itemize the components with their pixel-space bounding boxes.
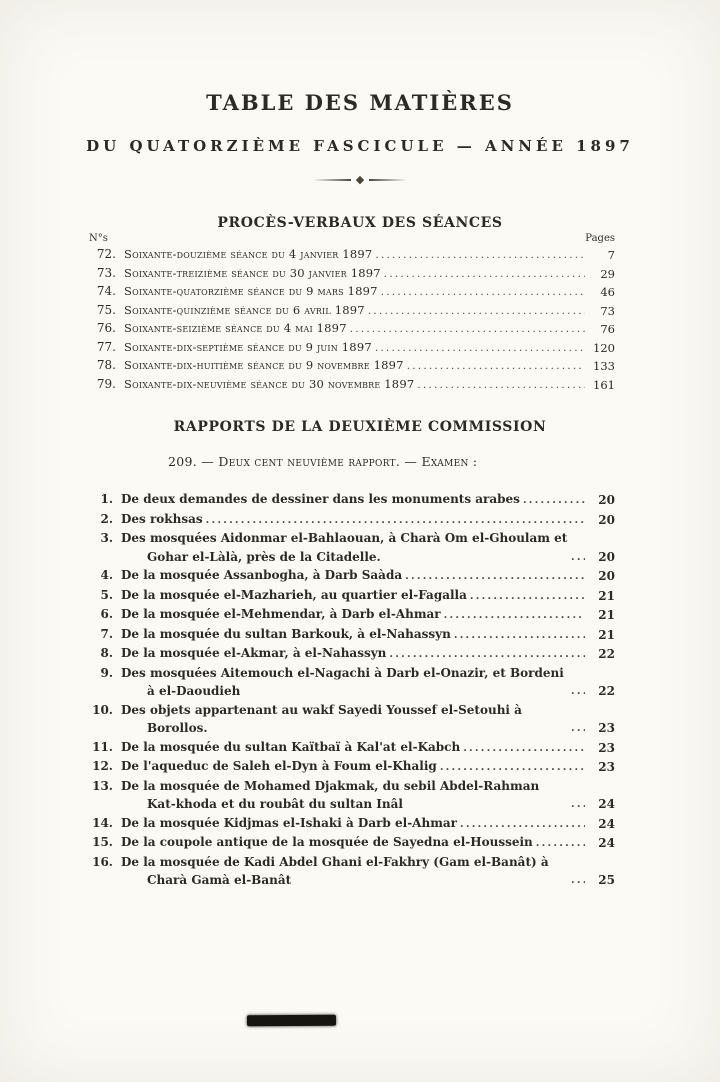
dot-leader: [206, 510, 585, 530]
ornament-divider: [0, 174, 720, 185]
dot-leader: [571, 718, 585, 738]
entry-page: 73: [600, 303, 615, 318]
entry-number: 78.: [96, 358, 116, 372]
col-header-pages: Pages: [585, 233, 615, 244]
toc-row: [89, 738, 615, 758]
entry-number: 11.: [92, 739, 113, 754]
entry-label: De la mosquée el-Mazharieh, au quartier el-Fagalla: [121, 587, 467, 602]
entry-page: 7: [607, 248, 615, 262]
entry-number: 1.: [100, 492, 113, 506]
dot-leader: [571, 870, 585, 890]
entry-number: 14.: [92, 815, 113, 830]
entry-number: 13.: [92, 778, 113, 793]
entry-number: 10.: [92, 702, 113, 717]
entry-page: 24: [598, 836, 615, 850]
entry-page: 29: [600, 266, 615, 281]
entry-page: 24: [598, 797, 615, 811]
toc-row: [89, 376, 615, 395]
dot-leader: [350, 320, 585, 339]
seance-list: [89, 246, 615, 394]
page-subtitle: DU QUATORZIÈME FASCICULE — ANNÉE 1897: [86, 137, 634, 155]
entry-label: De la mosquée el-Akmar, à el-Nahassyn: [121, 646, 387, 660]
entry-page: 20: [598, 569, 615, 583]
entry-label: De la mosquée Kidjmas el-Ishaki à Darb el-Ahmar: [121, 815, 457, 830]
dot-leader: [407, 357, 585, 376]
page-title: TABLE DES MATIÈRES: [206, 90, 514, 115]
ornament-line-right: [369, 179, 407, 181]
rapport-list: [89, 490, 615, 890]
dot-leader: [454, 625, 585, 645]
entry-label: De la mosquée du sultan Kaïtbaï à Kal'at el-Kabch: [121, 739, 461, 754]
entry-label: Soixante-douzième séance du 4 janvier 1897: [124, 247, 373, 261]
dot-leader: [463, 738, 585, 758]
toc-row: [89, 510, 615, 530]
toc-row: [89, 302, 615, 321]
toc-row: [89, 605, 615, 625]
entry-label: De la mosquée du sultan Barkouk, à el-Nahassyn: [121, 626, 451, 641]
entry-label: De deux demandes de dessiner dans les monuments arabes: [121, 492, 520, 506]
entry-page: 133: [593, 359, 615, 373]
toc-row: [89, 644, 615, 664]
content-column: [89, 233, 615, 394]
entry-label: De l'aqueduc de Saleh el-Dyn à Foum el-Khalig: [121, 759, 437, 773]
entry-number: 76.: [96, 321, 116, 335]
dot-leader: [389, 644, 585, 664]
col-header-numbers: N°s: [89, 233, 108, 244]
entry-number: 9.: [100, 665, 113, 680]
entry-page: 120: [593, 340, 615, 355]
toc-row: [89, 757, 615, 777]
toc-row: [89, 283, 615, 302]
dot-leader: [444, 605, 585, 625]
content-column-rapports: [89, 454, 615, 890]
scan-artifact-bar: [247, 1015, 336, 1027]
entry-label: Soixante-treizième séance du 30 janvier 1897: [124, 265, 381, 280]
toc-row: [89, 664, 615, 701]
toc-row: [89, 814, 615, 834]
toc-row: [89, 320, 615, 339]
toc-row: [89, 833, 615, 853]
dot-leader: [417, 376, 585, 395]
entry-label: Soixante-dix-septième séance du 9 juin 1897: [124, 339, 372, 354]
entry-number: 8.: [100, 646, 113, 660]
entry-page: 46: [600, 285, 615, 299]
toc-row: [89, 701, 615, 738]
column-headers: [89, 233, 615, 244]
dot-leader: [523, 490, 585, 510]
dot-leader: [405, 566, 585, 586]
entry-number: 6.: [100, 607, 113, 621]
toc-row: [89, 246, 615, 265]
entry-label: Soixante-dix-neuvième séance du 30 novembre 1897: [124, 376, 415, 391]
section-heading-seances: PROCÈS-VERBAUX DES SÉANCES: [217, 215, 503, 231]
entry-page: 23: [598, 740, 615, 755]
entry-page: 76: [600, 322, 615, 336]
entry-label: Soixante-quatorzième séance du 9 mars 1897: [124, 284, 378, 298]
entry-number: 72.: [96, 247, 116, 261]
dot-leader: [536, 833, 585, 853]
entry-page: 20: [598, 549, 615, 564]
entry-number: 2.: [100, 511, 113, 526]
entry-page: 20: [598, 493, 615, 507]
dot-leader: [571, 794, 585, 814]
toc-row: [89, 586, 615, 606]
entry-label: Des rokhsas: [121, 511, 203, 526]
entry-number: 75.: [96, 302, 116, 317]
dot-leader: [440, 757, 585, 777]
entry-page: 161: [593, 377, 615, 392]
entry-page: 21: [598, 588, 615, 603]
toc-row: [89, 265, 615, 284]
toc-row: [89, 566, 615, 586]
entry-number: 16.: [92, 854, 113, 869]
entry-label: Des mosquées Aitemouch el-Nagachi à Darb el-Onazir, et Bordeni à el-Daoudieh: [121, 665, 564, 698]
toc-row: [89, 853, 615, 890]
entry-number: 74.: [96, 284, 116, 298]
entry-page: 25: [598, 873, 615, 887]
dot-leader: [381, 283, 585, 302]
dot-leader: [470, 586, 585, 606]
fleuron-icon: ◆: [355, 173, 365, 186]
dot-leader: [571, 681, 585, 701]
entry-number: 12.: [92, 759, 113, 773]
dot-leader: [571, 547, 585, 567]
entry-label: Des mosquées Aidonmar el-Bahlaouan, à Charà Om el-Ghoulam et Gohar el-Làlà, près de la Citadelle.: [121, 531, 568, 564]
entry-label: De la coupole antique de la mosquée de Sayedna el-Houssein: [121, 835, 533, 849]
entry-page: 23: [598, 760, 615, 774]
dot-leader: [460, 814, 585, 834]
entry-number: 4.: [100, 568, 113, 582]
entry-label: Des objets appartenant au wakf Sayedi Youssef el-Setouhi à Borollos.: [121, 702, 522, 735]
entry-number: 73.: [96, 265, 116, 280]
entry-number: 3.: [100, 531, 113, 545]
entry-page: 21: [598, 627, 615, 642]
entry-label: Soixante-seizième séance du 4 mai 1897: [124, 321, 347, 335]
entry-label: De la mosquée el-Mehmendar, à Darb el-Ahmar: [121, 607, 441, 621]
toc-row: [89, 490, 615, 510]
dot-leader: [375, 246, 585, 265]
entry-label: De la mosquée de Mohamed Djakmak, du sebil Abdel-Rahman Kat-khoda et du roubât du sultan Inâl: [121, 778, 540, 811]
entry-page: 22: [598, 684, 615, 698]
dot-leader: [368, 302, 585, 321]
entry-number: 5.: [100, 587, 113, 602]
toc-row: [89, 529, 615, 566]
entry-number: 79.: [96, 376, 116, 391]
toc-row: [89, 777, 615, 814]
entry-label: De la mosquée Assanbogha, à Darb Saàda: [121, 568, 403, 582]
dot-leader: [384, 265, 585, 284]
section-heading-rapports: RAPPORTS DE LA DEUXIÈME COMMISSION: [173, 419, 547, 435]
rapport-subheading: 209. — Deux cent neuvième rapport. — Examen :: [168, 454, 478, 469]
entry-page: 23: [598, 721, 615, 735]
entry-label: De la mosquée de Kadi Abdel Ghani el-Fakhry (Gam el-Banât) à Charà Gamà el-Banât: [121, 854, 549, 887]
entry-number: 15.: [92, 835, 113, 849]
dot-leader: [375, 339, 585, 358]
toc-row: [89, 625, 615, 645]
ornament-line-left: [313, 179, 351, 181]
entry-label: Soixante-dix-huitième séance du 9 novembre 1897: [124, 358, 404, 372]
entry-label: Soixante-quinzième séance du 6 avril 1897: [124, 302, 365, 317]
toc-row: [89, 357, 615, 376]
entry-page: 24: [598, 816, 615, 831]
entry-page: 22: [598, 647, 615, 661]
entry-number: 7.: [100, 626, 113, 641]
entry-number: 77.: [96, 339, 116, 354]
toc-row: [89, 339, 615, 358]
entry-page: 21: [598, 608, 615, 622]
entry-page: 20: [598, 512, 615, 527]
